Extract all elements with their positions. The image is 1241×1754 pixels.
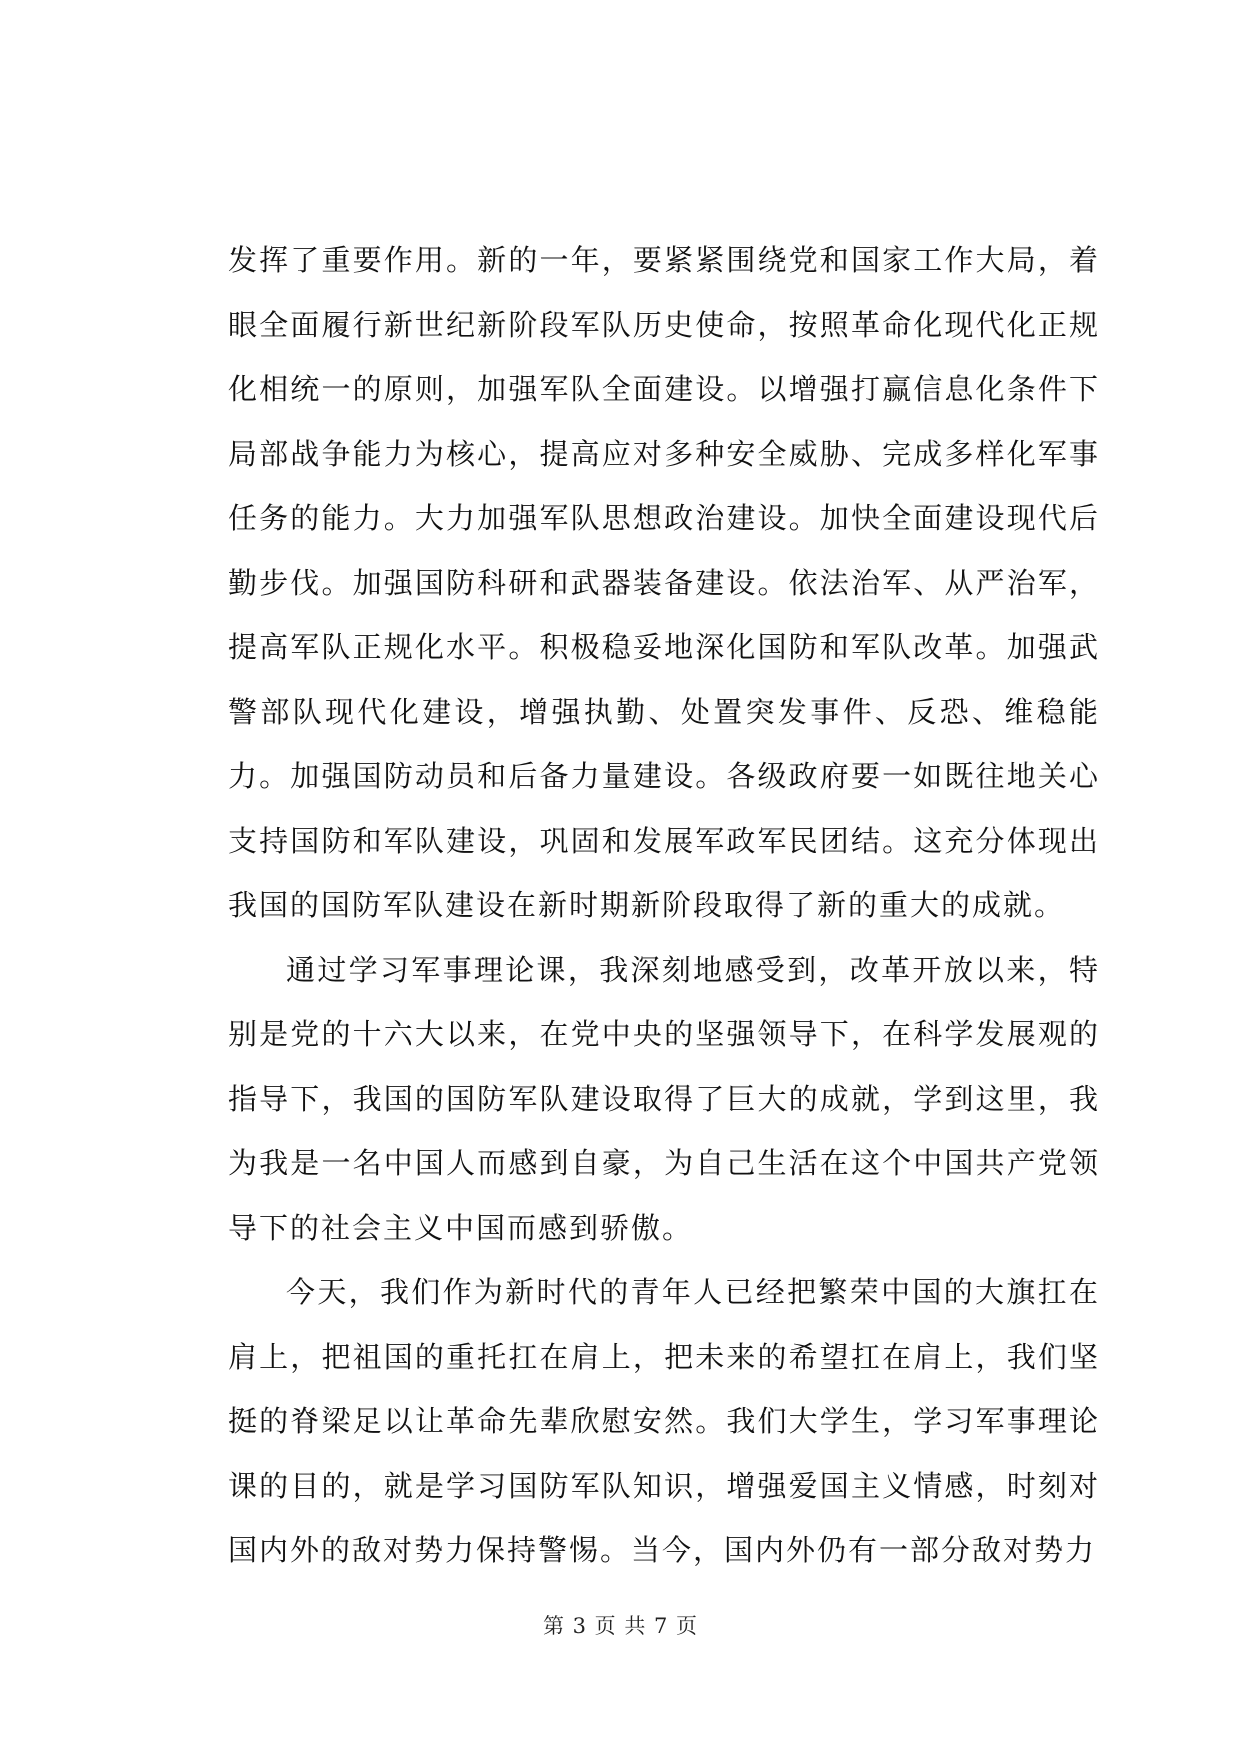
page-number: 第 3 页 共 7 页 xyxy=(542,1614,699,1638)
paragraph-3: 今天，我们作为新时代的青年人已经把繁荣中国的大旗扛在肩上，把祖国的重托扛在肩上，把未来的希望扛在肩上，我们坚挺的脊梁足以让革命先辈欣慰安然。我们大学生，学习军事理论课的目的，就是学习国防军队知识，增强爱国主义情感，时刻对国内外的敌对势力保持警惕。当今，国内外仍有一部分敌对势力 xyxy=(228,1275,1100,1567)
page-footer xyxy=(0,1610,1241,1640)
paragraph-1: 发挥了重要作用。新的一年，要紧紧围绕党和国家工作大局，着眼全面履行新世纪新阶段军队历史使命，按照革命化现代化正规化相统一的原则，加强军队全面建设。以增强打赢信息化条件下局部战争能力为核心，提高应对多种安全威胁、完成多样化军事任务的能力。大力加强军队思想政治建设。加快全面建设现代后勤步伐。加强国防科研和武器装备建设。依法治军、从严治军，提高军队正规化水平。积极稳妥地深化国防和军队改革。加强武警部队现代化建设，增强执勤、处置突发事件、反恐、维稳能力。加强国防动员和后备力量建设。各级政府要一如既往地关心支持国防和军队建设，巩固和发展军政军民团结。这充分体现出我国的国防军队建设在新时期新阶段取得了新的重大的成就。 xyxy=(228,243,1100,922)
document-body xyxy=(228,228,1100,1583)
paragraph-2: 通过学习军事理论课，我深刻地感受到，改革开放以来，特别是党的十六大以来，在党中央的坚强领导下，在科学发展观的指导下，我国的国防军队建设取得了巨大的成就，学到这里，我为我是一名中国人而感到自豪，为自己生活在这个中国共产党领导下的社会主义中国而感到骄傲。 xyxy=(228,952,1100,1245)
